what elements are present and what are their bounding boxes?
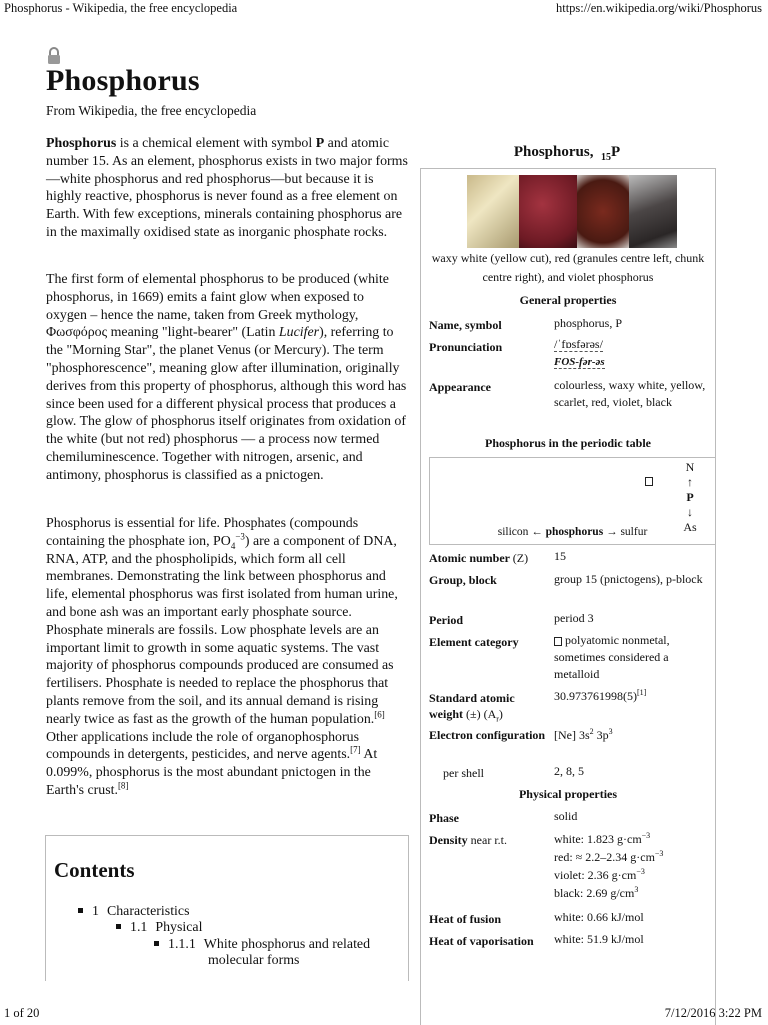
row-value: white: 0.66 kJ/mol (554, 910, 644, 924)
red-phosphorus-granules (519, 175, 577, 248)
row-value: [Ne] $3s^2$ $3p^3$ (554, 727, 613, 742)
row-label: Element category (429, 635, 519, 649)
row-value: phosphorus, P (554, 316, 623, 330)
element-current: P (686, 490, 694, 504)
print-timestamp: 7/12/2016 3:22 PM (664, 1006, 762, 1020)
element-cell[interactable] (645, 477, 653, 486)
page-title: Phosphorus (46, 64, 200, 97)
row-value: polyatomic nonmetal, sometimes considered a metalloid (554, 633, 670, 681)
infobox-caption: Phosphorus, $_{15}$P (513, 144, 621, 163)
row-label: Electron configuration (429, 728, 546, 742)
pronunciation-value (554, 336, 714, 371)
table-of-contents (45, 835, 409, 981)
citation-8[interactable]: [8] (117, 780, 129, 791)
section-periodic-table: Phosphorus in the periodic table (484, 436, 652, 450)
citation-7[interactable]: [7] (350, 744, 361, 755)
row-label: Heat of fusion (429, 912, 501, 926)
row-label: Name, symbol (429, 318, 502, 332)
page-counter: 1 of 20 (4, 1006, 40, 1020)
arrow-left-icon: ← (531, 526, 543, 538)
density-values: white: 1.823 $g\cdot cm^{-3}$ red: ≈ 2.2–2.34 $g\cdot cm^{-3}$ violet: 2.36 $g\cdot cm^{-3}$ black: 2.69 $g/cm^3$ (554, 831, 664, 900)
row-label: Standard atomic weight (±) $(A_r)$ (429, 691, 515, 724)
toc-item[interactable]: 1.1 Physical (116, 920, 202, 936)
element-above[interactable]: N (685, 460, 695, 474)
white-phosphorus-sample (467, 175, 519, 248)
row-value: 2, 8, 5 (554, 764, 584, 778)
intro-paragraph-1: Phosphorus is a chemical element with symbol P and atomic number 15. As an element, phosphorus exists in two major forms—white phosphorus and red phosphorus—but because it is highly reactive, phosphorus is never found as a free element on Earth. With few exceptions, minerals containing phosphorus are in the maximally oxidised state as inorganic phosphate rocks. (46, 136, 408, 240)
category-color-icon (554, 637, 562, 646)
row-label: per shell (443, 766, 484, 780)
row-value: 30.973761998(5)[1] (554, 688, 647, 703)
row-label: Atomic number (Z) (429, 551, 529, 565)
toc-item[interactable]: 1 Characteristics (78, 904, 190, 920)
row-label: Period (429, 613, 463, 627)
section-general-properties: General properties (519, 293, 617, 307)
row-value: solid (554, 809, 578, 823)
arrow-up-icon: ↑ (687, 475, 693, 489)
toc-item[interactable]: 1.1.1 White phosphorus and related molecular forms (154, 937, 370, 969)
tagline: From Wikipedia, the free encyclopedia (46, 103, 257, 118)
intro-paragraph-3: Phosphorus is essential for life. Phosphates (compounds containing the phosphate ion, $PO_4^{-3}$) are a component of DNA, RNA, ATP, and the phospholipids, which form all cell membranes. Demonstrating the link between phosphorus and life, elemental phosphorus was first isolated from human urine, and bone ash was an important early phosphate source. Phosphate minerals are fossils. Low phosphate levels are an important limit to growth in some aquatic systems. The vast majority of phosphorus compounds produced are consumed as fertilisers. Phosphate is needed to replace the phosphorus that plants remove from the soil, and its annual demand is rising nearly twice as fast as the growth of the human population.[6] Other applications include the role of organophosphorus compounds in detergents, pesticides, and nerve agents.[7] At 0.099%, phosphorus is the most abundant pnictogen in the Earth's crust.[8] (46, 516, 398, 798)
respelling[interactable]: FOS-fər-əs (554, 356, 605, 368)
header-url: https://en.wikipedia.org/wiki/Phosphorus (555, 1, 762, 15)
ipa-link[interactable]: /ˈfɒsfərəs/ (554, 337, 603, 351)
row-value: colourless, waxy white, yellow, scarlet, red, violet, black (554, 378, 706, 409)
element-below[interactable]: As (683, 520, 697, 534)
infobox (420, 168, 716, 1025)
row-label: Heat of vaporisation (429, 934, 534, 948)
lock-icon (47, 47, 61, 65)
row-label: Phase (429, 811, 459, 825)
print-footer (0, 1004, 768, 1024)
intro-paragraph-2: The first form of elemental phosphorus to be produced (white phosphorus, in 1669) emits a faint glow when exposed to oxygen – hence the name, taken from Greek mythology, Φωσφόρος meaning "light-bearer" (Latin Lucifer), referring to the "Morning Star", the planet Venus (or Mercury). The term "phosphorescence", meaning glow after illumination, originally derives from this property of phosphorus, although this word has since been used for a different physical process that produces a glow. The glow of phosphorus itself originates from oxidation of the white (but not red) phosphorus — a process now termed chemiluminescence. Together with nitrogen, arsenic, and antimony, phosphorus is classified as a pnictogen. (46, 272, 407, 483)
row-value: period 3 (554, 611, 594, 625)
print-header (0, 0, 768, 18)
header-page-title: Phosphorus - Wikipedia, the free encyclopedia (4, 1, 238, 15)
element-right[interactable]: sulfur (620, 526, 648, 538)
row-label: Group, block (429, 573, 497, 587)
row-label: Pronunciation (429, 340, 503, 354)
row-value: group 15 (pnictogens), p-block (554, 572, 703, 586)
image-caption: waxy white (yellow cut), red (granules centre left, chunk centre right), and violet phosphorus (431, 251, 705, 284)
toc-heading: Contents (54, 858, 135, 882)
arrow-right-icon: → (606, 526, 618, 538)
citation-6[interactable]: [6] (374, 709, 385, 720)
row-label: Density near r.t. (429, 833, 507, 847)
violet-phosphorus-sample (629, 175, 677, 248)
row-value: 15 (554, 549, 566, 563)
periodic-table-position (429, 457, 716, 545)
red-phosphorus-chunk (577, 175, 629, 248)
row-value: white: 51.9 kJ/mol (554, 932, 644, 946)
phosphorus-allotropes-image[interactable] (467, 175, 677, 248)
element-left[interactable]: silicon (497, 526, 529, 538)
row-label: Appearance (429, 380, 491, 394)
link-lucifer[interactable]: Lucifer (278, 325, 320, 341)
citation-1[interactable]: [1] (637, 688, 647, 697)
section-physical-properties: Physical properties (518, 787, 618, 801)
periodic-neighbors: silicon ← phosphorus → sulfur (497, 526, 648, 538)
periodic-column (680, 460, 700, 535)
arrow-down-icon: ↓ (687, 505, 693, 519)
